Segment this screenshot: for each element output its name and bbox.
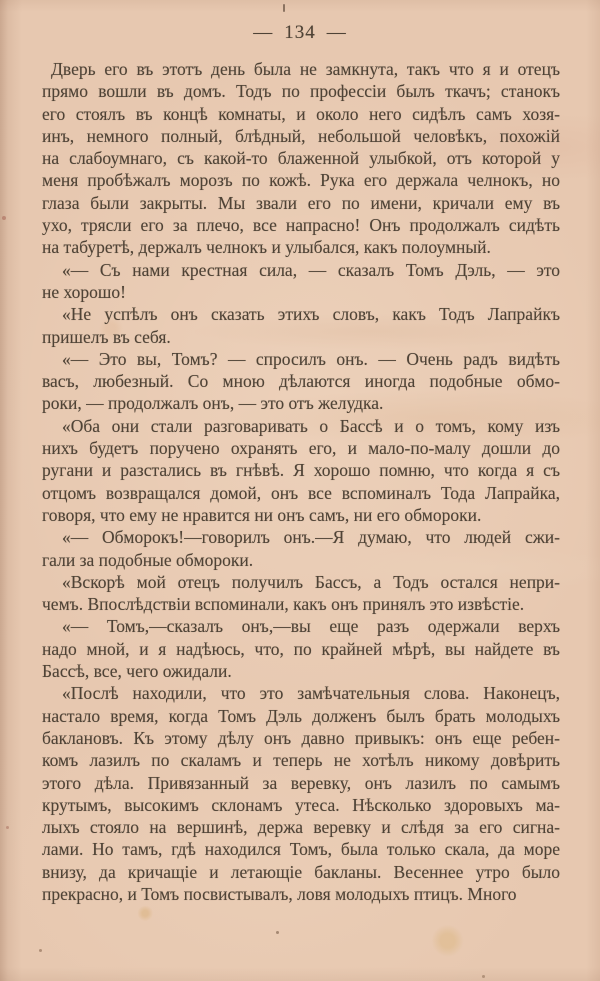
text-line: роки, — продолжалъ онъ, — это отъ желудка.: [42, 393, 384, 414]
paragraph: [42, 415, 560, 526]
paragraph: [42, 526, 560, 571]
text-line: на табуретѣ, держалъ челнокъ и улыбался, какъ полоумный.: [42, 237, 491, 258]
text-line: этого дѣла. Привязанный за веревку, онъ лазилъ по самымъ: [42, 772, 560, 793]
paragraph: [42, 58, 560, 259]
text-line: Дверь его въ этотъ день была не замкнута, такъ что я и отецъ: [51, 59, 560, 79]
text-line: отцомъ возвращался домой, онъ все вспоминалъ Тода Лапрайка,: [42, 482, 560, 503]
paper-speck: [276, 931, 279, 934]
text-line: «— Томъ,—сказалъ онъ,—вы еще разъ одержали верхъ: [62, 616, 560, 637]
text-line: меня пробѣжалъ морозъ по кожѣ. Рука его держала челнокъ, но: [42, 170, 560, 191]
paper-speck: [482, 975, 485, 978]
page-number: 134: [284, 22, 316, 43]
text-line: крутымъ, высокимъ склонамъ утеса. Нѣсколько здоровыхъ ма-: [42, 794, 560, 815]
text-line: прямо вошли въ домъ. Тодъ по профессіи былъ ткачъ; станокъ: [42, 81, 560, 102]
text-line: инъ, немного полный, блѣдный, небольшой человѣкъ, похожій: [42, 125, 560, 146]
text-line: не хорошо!: [42, 281, 126, 302]
text-line: глаза были закрыты. Мы звали его по имени, кричали ему въ: [42, 192, 560, 213]
text-line: ругани и разстались въ гнѣвѣ. Я хорошо помню, что когда я съ: [42, 460, 560, 481]
text-line: ухо, трясли его за плечо, все напрасно! Онъ продолжалъ сидѣть: [42, 215, 560, 236]
text-line: «Не успѣлъ онъ сказать этихъ словъ, какъ Тодъ Лапрайкъ: [62, 304, 560, 325]
header-dash-right: —: [326, 22, 347, 43]
text-line: надо мной, и я надѣюсь, что, по крайней мѣрѣ, вы найдете въ: [42, 638, 560, 659]
paper-speck: [39, 949, 42, 952]
text-line: чемъ. Впослѣдствіи вспоминали, какъ онъ принялъ это извѣстіе.: [42, 594, 525, 615]
text-block: [42, 58, 560, 905]
paragraph: [42, 571, 560, 616]
text-line: «— Обморокъ!—говорилъ онъ.—Я думаю, что людей сжи-: [62, 527, 560, 548]
text-line: васъ, любезный. Со мною дѣлаются иногда подобные обмо-: [42, 371, 560, 392]
text-line: комъ лазилъ по скаламъ и теперь не хотѣлъ никому довѣрить: [42, 750, 560, 771]
text-line: Бассѣ, все, чего ожидали.: [42, 661, 232, 682]
text-line: настало время, когда Томъ Дэль долженъ былъ брать молодыхъ: [42, 705, 560, 726]
text-line: говоря, что ему не нравится ни онъ самъ, ни его обмороки.: [42, 504, 482, 525]
page-header: [41, 22, 559, 44]
text-line: баклановъ. Къ этому дѣлу онъ давно привыкъ: онъ еще ребен-: [42, 727, 560, 748]
text-line: нихъ будетъ поручено охранять его, и мало-по-малу дошли до: [42, 438, 560, 459]
text-line: «Вскорѣ мой отецъ получилъ Бассъ, а Тодъ остался непри-: [62, 571, 560, 592]
paper-speck: [283, 4, 285, 12]
text-line: «Оба они стали разговаривать о Бассѣ и о томъ, кому изъ: [62, 415, 560, 436]
text-line: гали за подобные обмороки.: [42, 549, 254, 570]
header-dash-left: —: [253, 22, 274, 43]
paper-speck: [6, 826, 9, 829]
text-line: лыхъ стояло на вершинѣ, держа веревку и слѣдя за его сигна-: [42, 817, 560, 838]
text-line: «— Это вы, Томъ? — спросилъ онъ. — Очень радъ видѣть: [62, 348, 560, 369]
text-line: пришелъ въ себя.: [42, 326, 171, 347]
text-line: прекрасно, и Томъ посвистывалъ, ловя молодыхъ птицъ. Много: [42, 883, 517, 904]
paragraph: [42, 259, 560, 304]
paragraph: [42, 615, 560, 682]
text-line: внизу, да кричащіе и летающіе бакланы. Весеннее утро было: [42, 861, 560, 882]
text-line: его стоялъ въ концѣ комнаты, и около него сидѣлъ самъ хозя-: [42, 103, 560, 124]
text-line: «— Съ нами крестная сила, — сказалъ Томъ Дэль, — это: [62, 259, 560, 280]
paper-speck: [2, 216, 6, 220]
text-line: лами. Но тамъ, гдѣ находился Томъ, была только скала, да море: [42, 839, 560, 860]
paragraph: [42, 348, 560, 415]
paragraph: [42, 682, 560, 905]
paragraph: [42, 303, 560, 348]
text-line: на слабоумнаго, съ какой-то блаженной улыбкой, отъ которой у: [42, 148, 560, 169]
text-line: «Послѣ находили, что это замѣчательныя слова. Наконецъ,: [62, 683, 560, 704]
